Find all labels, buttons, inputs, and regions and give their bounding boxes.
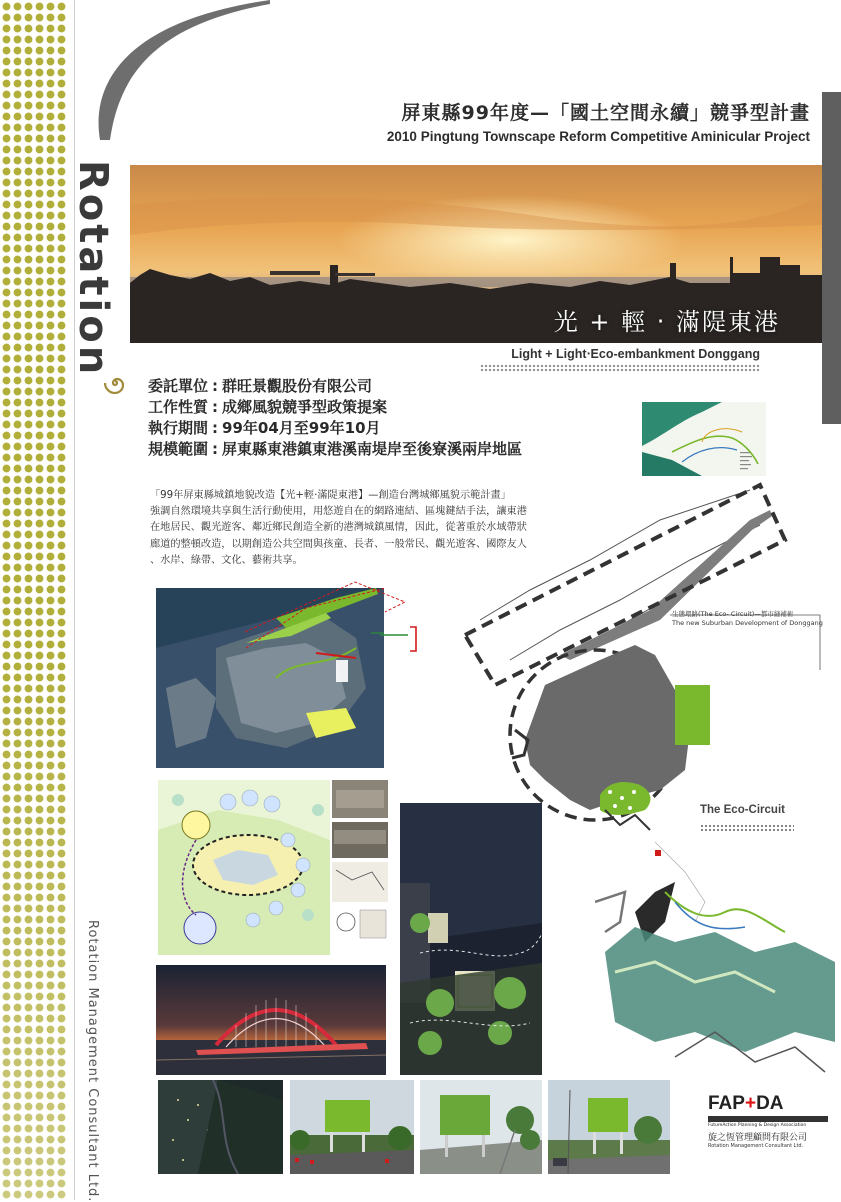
logo-company-cn: 旋之恆管理顧問有限公司 [708, 1133, 808, 1143]
project-info [148, 376, 628, 460]
rotation-vertical-title [48, 160, 128, 378]
logo-da: DA [756, 1093, 784, 1114]
logo-plus: + [744, 1093, 757, 1114]
eco-circuit-note [672, 610, 832, 628]
info-row: 執行期間 : 99年04月至99年10月 [148, 419, 381, 437]
eco-braille-pattern [700, 824, 794, 831]
info-value: 群旺景觀股份有限公司 [222, 377, 373, 395]
info-key: 規模範圍 [148, 440, 209, 458]
fap-da-logo [708, 1093, 828, 1149]
page-title-cn: 屏東縣99年度—「國土空間永續」競爭型計畫 [401, 102, 810, 124]
map-red-dashed-box [235, 572, 415, 642]
paragraph-line: 在地居民、觀光遊客、鄰近鄉民創造全新的港灣城鎮風情，因此，從著重於水域帶狀 [150, 522, 527, 534]
info-row: 工作性質 : 成鄉風貌競爭型政策提案 [148, 398, 388, 416]
company-vertical-name [78, 920, 108, 1200]
info-key: 執行期間 [148, 419, 209, 437]
paragraph-line: 強調自然環境共享與生活行動使用，用悠遊自在的網路連結、區塊鍵結手法，讓東港 [150, 506, 527, 518]
eco-circuit-title: The Eco-Circuit [700, 804, 785, 816]
green-pavilion-photo-2 [420, 1080, 542, 1174]
hero-caption: 光 + 輕 ‧ 滿隄東港 [553, 308, 780, 336]
site-plan-sketch [595, 832, 835, 1087]
info-key: 工作性質 [148, 398, 209, 416]
info-row: 規模範圍 : 屏東縣東港鎮東港溪南堤岸至後寮溪兩岸地區 [148, 440, 523, 458]
eco-note-en: The new Suburban Development of Donggang [672, 619, 823, 627]
spiral-icon [102, 370, 128, 396]
paragraph-line: 「99年屏東縣城鎮地貌改造【光+輕‧滿隄東港】—創造台灣城鄉風貌示範計畫」 [150, 490, 511, 501]
green-pavilion-photo-1 [290, 1080, 414, 1174]
location-map-thumbnail [642, 402, 766, 476]
info-value: 屏東縣東港鎮東港溪南堤岸至後寮溪兩岸地區 [222, 440, 523, 458]
logo-rule [708, 1116, 828, 1122]
company-vertical-text: Rotation Management Consultant Ltd. [85, 920, 100, 1202]
logo-wordmark [708, 1093, 828, 1115]
rotation-title-text: Rotation [70, 160, 116, 378]
info-value: 成鄉風貌競爭型政策提案 [222, 398, 388, 416]
info-key: 委託單位 [148, 377, 209, 395]
bridge-night-photo [156, 965, 386, 1075]
green-pavilion-photo-3 [548, 1080, 670, 1174]
eco-note-cn: 生態環路(The Eco- Circuit)—都市縫補術 [672, 610, 794, 618]
bubble-diagram-image [158, 780, 330, 955]
paragraph-line: 、水岸、綠帶、文化、藝術共享。 [150, 554, 303, 566]
aerial-night-thumbnail [158, 1080, 283, 1174]
logo-fap: FAP [708, 1093, 745, 1114]
page-title-en: 2010 Pingtung Townscape Reform Competitive Aminicular Project [386, 129, 810, 144]
info-row: 委託單位 : 群旺景觀股份有限公司 [148, 377, 373, 395]
paragraph-line: 廊道的整頓改造，以期創造公共空間與孩童、長者、一般常民、觀光遊客、國際友人 [150, 538, 527, 550]
subtitle-en: Light + Light‧Eco-embankment Donggang [511, 347, 760, 361]
braille-pattern [480, 364, 760, 372]
info-value: 99年04月至99年10月 [222, 419, 381, 437]
right-accent-bar [822, 92, 841, 424]
logo-company-en: Rotation Management Consultant Ltd. [708, 1143, 804, 1149]
night-render-image [400, 803, 542, 1075]
historic-photos-collage [332, 780, 388, 940]
logo-tagline: FutureAction Planning & Design Association [708, 1123, 807, 1128]
swoosh-decoration [70, 0, 270, 140]
